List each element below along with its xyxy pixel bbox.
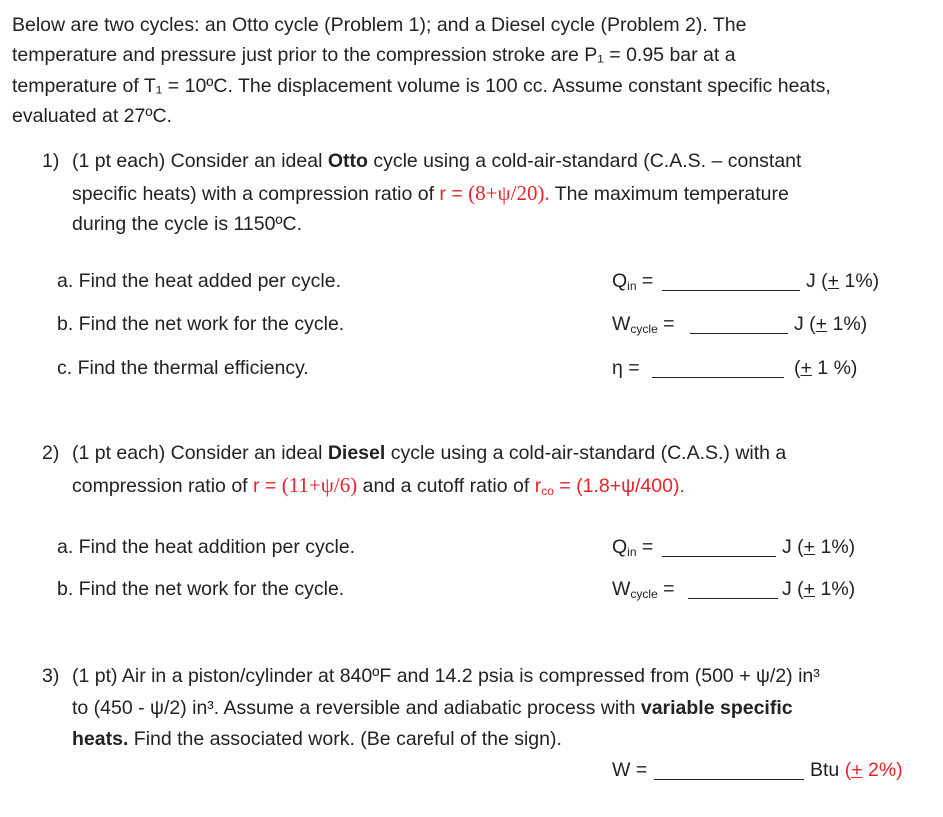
problem-1b-answer-label	[612, 309, 675, 344]
problem-1c-answer-label: η =	[612, 357, 640, 379]
tolerance-text: 1%)	[839, 270, 880, 292]
unit-text: J (	[782, 536, 804, 558]
problem-2-text: compression ratio of	[72, 475, 253, 497]
problem-1-line-1	[72, 146, 801, 176]
problem-2-text: (1 pt each) Consider an ideal	[72, 442, 328, 464]
tolerance-text: 2%)	[862, 759, 903, 781]
tolerance-text: 1%)	[815, 536, 856, 558]
intro-line-3: temperature of T₁ = 10ºC. The displacement volume is 100 cc. Assume constant specific heats,	[12, 75, 831, 97]
plus-minus: +	[827, 270, 840, 292]
problem-1a-unit	[806, 266, 879, 296]
problem-1a-question: a. Find the heat added per cycle.	[57, 270, 342, 292]
problem-1b-answer-blank[interactable]	[690, 315, 788, 334]
unit-text: Btu	[810, 759, 845, 781]
problem-2-cycle-name: Diesel	[327, 442, 386, 464]
unit-text: J (	[794, 313, 816, 335]
plus-minus: +	[851, 759, 863, 781]
problem-2-text-cont: cycle using a cold-air-standard (C.A.S.) with a	[385, 442, 787, 464]
tolerance-text: 1%)	[815, 578, 856, 600]
compression-ratio-label: r =	[439, 183, 469, 205]
problem-1-text: (1 pt each) Consider an ideal	[72, 150, 328, 172]
problem-3-answer-label: W =	[612, 759, 648, 781]
problem-2-line-1	[72, 438, 786, 468]
answer-subscript: in	[627, 545, 637, 559]
plus-minus: +	[803, 578, 816, 600]
problem-2b-unit	[782, 574, 855, 604]
problem-3-number: 3)	[42, 665, 60, 687]
plus-minus: +	[800, 357, 812, 379]
intro-line-2: temperature and pressure just prior to the compression stroke are P₁ = 0.95 bar at a	[12, 44, 736, 66]
tolerance-open: (	[844, 759, 852, 781]
problem-3-unit	[810, 755, 903, 785]
answer-subscript: cycle	[630, 587, 658, 601]
tolerance-text: 1 %)	[811, 357, 858, 379]
tolerance-text: 1%)	[827, 313, 868, 335]
problem-1b-question: b. Find the net work for the cycle.	[57, 313, 345, 335]
problem-3-line-1: (1 pt) Air in a piston/cylinder at 840ºF and 14.2 psia is compressed from (500 + ψ/2) in³	[72, 665, 820, 687]
problem-1-line-2	[72, 178, 789, 209]
plus-minus: +	[803, 536, 816, 558]
problem-2-text-cont: and a cutoff ratio of	[357, 475, 535, 497]
plus-minus: +	[815, 313, 828, 335]
compression-ratio-expr: (8+ψ/20).	[468, 181, 550, 205]
problem-3-bold-text: heats.	[72, 728, 129, 750]
intro-line-4: evaluated at 27ºC.	[12, 105, 172, 127]
problem-2a-question: a. Find the heat addition per cycle.	[57, 536, 356, 558]
answer-subscript: cycle	[630, 322, 658, 336]
problem-1-cycle-name: Otto	[327, 150, 368, 172]
answer-symbol: W	[612, 578, 631, 600]
problem-3-line-3	[72, 724, 562, 754]
compression-ratio-label: r =	[253, 475, 282, 497]
problem-3-line-2	[72, 693, 793, 723]
problem-1-text: specific heats) with a compression ratio of	[72, 183, 440, 205]
unit-text: (	[794, 357, 801, 379]
answer-equals: =	[636, 270, 654, 292]
problem-2a-answer-label	[612, 532, 653, 567]
answer-equals: =	[657, 313, 675, 335]
answer-subscript: in	[627, 279, 637, 293]
problem-1c-unit	[794, 353, 857, 383]
problem-1c-answer-blank[interactable]	[652, 359, 784, 378]
problem-3-bold-text: variable specific	[640, 697, 793, 719]
problem-1c-question: c. Find the thermal efficiency.	[57, 357, 309, 379]
cutoff-ratio-subscript: co	[541, 484, 554, 498]
answer-equals: =	[657, 578, 675, 600]
problem-1-number: 1)	[42, 150, 60, 172]
problem-3-answer-blank[interactable]	[654, 761, 804, 780]
problem-2b-question: b. Find the net work for the cycle.	[57, 578, 345, 600]
problem-2a-answer-blank[interactable]	[662, 538, 776, 557]
problem-2-number: 2)	[42, 442, 60, 464]
problem-1-text-cont: The maximum temperature	[549, 183, 789, 205]
problem-1a-answer-blank[interactable]	[662, 272, 800, 291]
answer-symbol: Q	[612, 270, 628, 292]
problem-2b-answer-label	[612, 574, 675, 609]
unit-text: J (	[782, 578, 804, 600]
cutoff-ratio-expr: = (1.8+ψ/400).	[553, 475, 685, 497]
problem-2-line-2	[72, 470, 685, 506]
problem-1a-answer-label	[612, 266, 653, 301]
problem-2a-unit	[782, 532, 855, 562]
problem-3-text: Find the associated work. (Be careful of the sign).	[128, 728, 562, 750]
cutoff-ratio-label: r	[534, 475, 542, 497]
problem-3-text: to (450 - ψ/2) in³. Assume a reversible and adiabatic process with	[72, 697, 641, 719]
unit-text: J (	[806, 270, 828, 292]
problem-1-line-3: during the cycle is 1150ºC.	[72, 213, 303, 235]
problem-1-text-cont: cycle using a cold-air-standard (C.A.S. – constant	[367, 150, 802, 172]
problem-1b-unit	[794, 309, 867, 339]
problem-2b-answer-blank[interactable]	[688, 580, 778, 599]
intro-line-1: Below are two cycles: an Otto cycle (Problem 1); and a Diesel cycle (Problem 2). The	[12, 14, 747, 36]
compression-ratio-expr: (11+ψ/6)	[281, 473, 358, 497]
answer-symbol: W	[612, 313, 631, 335]
answer-equals: =	[636, 536, 654, 558]
answer-symbol: Q	[612, 536, 628, 558]
